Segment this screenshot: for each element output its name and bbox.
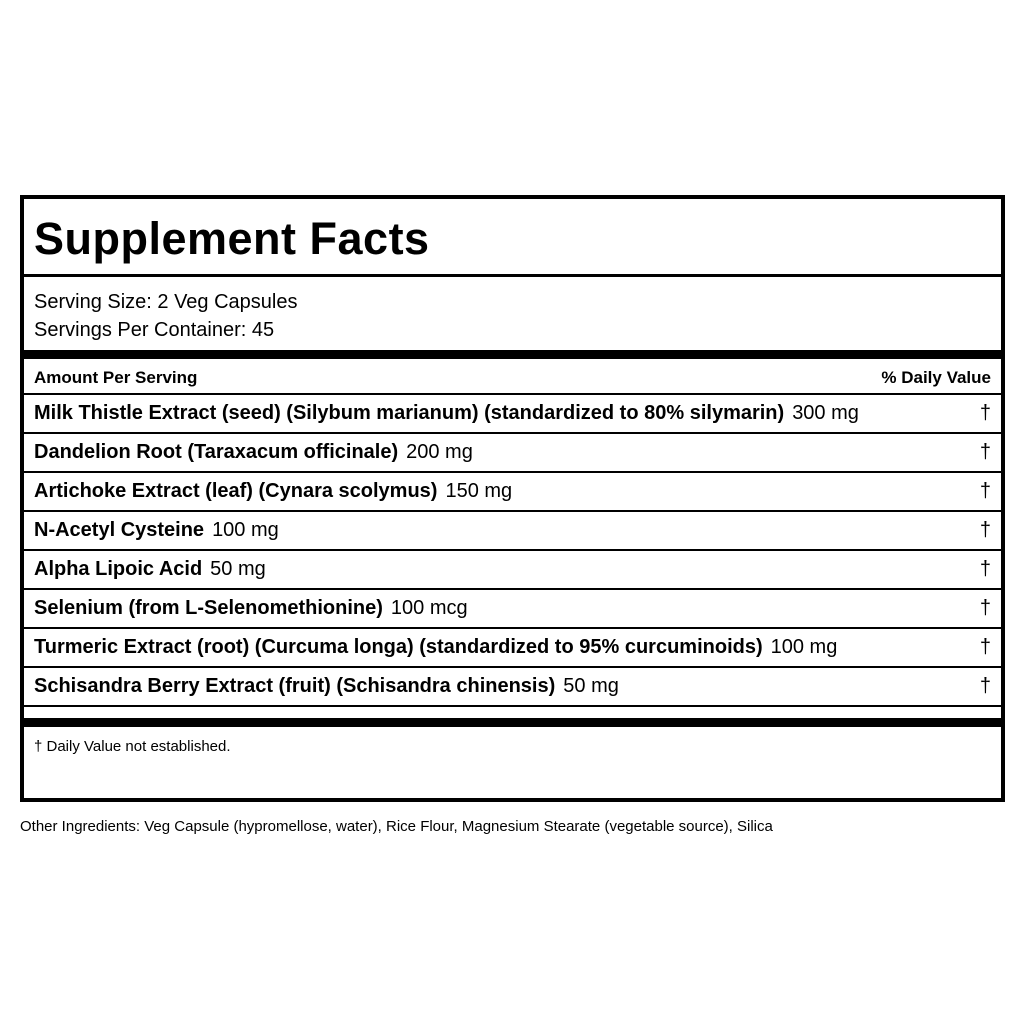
- panel-title: Supplement Facts: [34, 213, 430, 264]
- serving-info: [34, 288, 298, 344]
- ingredient-name: Dandelion Root (Taraxacum officinale): [34, 441, 399, 463]
- daily-value-mark: †: [979, 558, 991, 580]
- ingredient-name: N-Acetyl Cysteine: [34, 519, 205, 541]
- footnote: † Daily Value not established.: [34, 738, 231, 755]
- daily-value-mark: †: [979, 441, 991, 463]
- other-ingredients: Other Ingredients: Veg Capsule (hypromellose, water), Rice Flour, Magnesium Stearate (vegetable source), Silica: [20, 818, 773, 835]
- title-area: [24, 199, 1001, 277]
- column-header-row: [24, 359, 1001, 395]
- thick-divider-top: [24, 350, 1001, 359]
- ingredient-name: Turmeric Extract (root) (Curcuma longa) (standardized to 95% curcuminoids): [34, 636, 763, 658]
- ingredient-row: [24, 434, 1001, 473]
- servings-per-container: Servings Per Container: 45: [34, 319, 275, 341]
- ingredient-amount: 100 mcg: [390, 597, 468, 619]
- daily-value-mark: †: [979, 597, 991, 619]
- ingredient-name: Selenium (from L-Selenomethionine): [34, 597, 383, 619]
- supplement-facts-panel: [20, 195, 1005, 802]
- thick-divider-bottom: [24, 718, 1001, 727]
- ingredient-amount: 200 mg: [406, 441, 473, 463]
- ingredient-row: [24, 551, 1001, 590]
- daily-value-mark: †: [979, 636, 991, 658]
- ingredient-amount: 150 mg: [445, 480, 513, 502]
- ingredient-row: [24, 590, 1001, 629]
- ingredient-name: Artichoke Extract (leaf) (Cynara scolymus): [34, 480, 438, 502]
- ingredient-name: Milk Thistle Extract (seed) (Silybum marianum) (standardized to 80% silymarin): [34, 402, 785, 424]
- daily-value-mark: †: [979, 402, 991, 424]
- daily-value-mark: †: [979, 675, 991, 697]
- ingredient-amount: 50 mg: [210, 558, 266, 580]
- ingredient-name: Alpha Lipoic Acid: [34, 558, 203, 580]
- ingredient-row: [24, 512, 1001, 551]
- daily-value-mark: †: [979, 480, 991, 502]
- amount-per-serving-header: Amount Per Serving: [34, 368, 198, 387]
- ingredient-amount: 300 mg: [792, 402, 859, 424]
- ingredient-amount: 100 mg: [770, 636, 838, 658]
- ingredient-row: [24, 395, 1001, 434]
- ingredient-amount: 50 mg: [563, 675, 619, 697]
- ingredient-name: Schisandra Berry Extract (fruit) (Schisandra chinensis): [34, 675, 556, 697]
- ingredient-row: [24, 473, 1001, 512]
- daily-value-mark: †: [979, 519, 991, 541]
- ingredient-row: [24, 629, 1001, 668]
- ingredient-rows: [24, 395, 1001, 707]
- serving-size: Serving Size: 2 Veg Capsules: [34, 291, 298, 313]
- ingredient-row: [24, 668, 1001, 707]
- ingredient-amount: 100 mg: [212, 519, 279, 541]
- daily-value-header: % Daily Value: [881, 368, 991, 387]
